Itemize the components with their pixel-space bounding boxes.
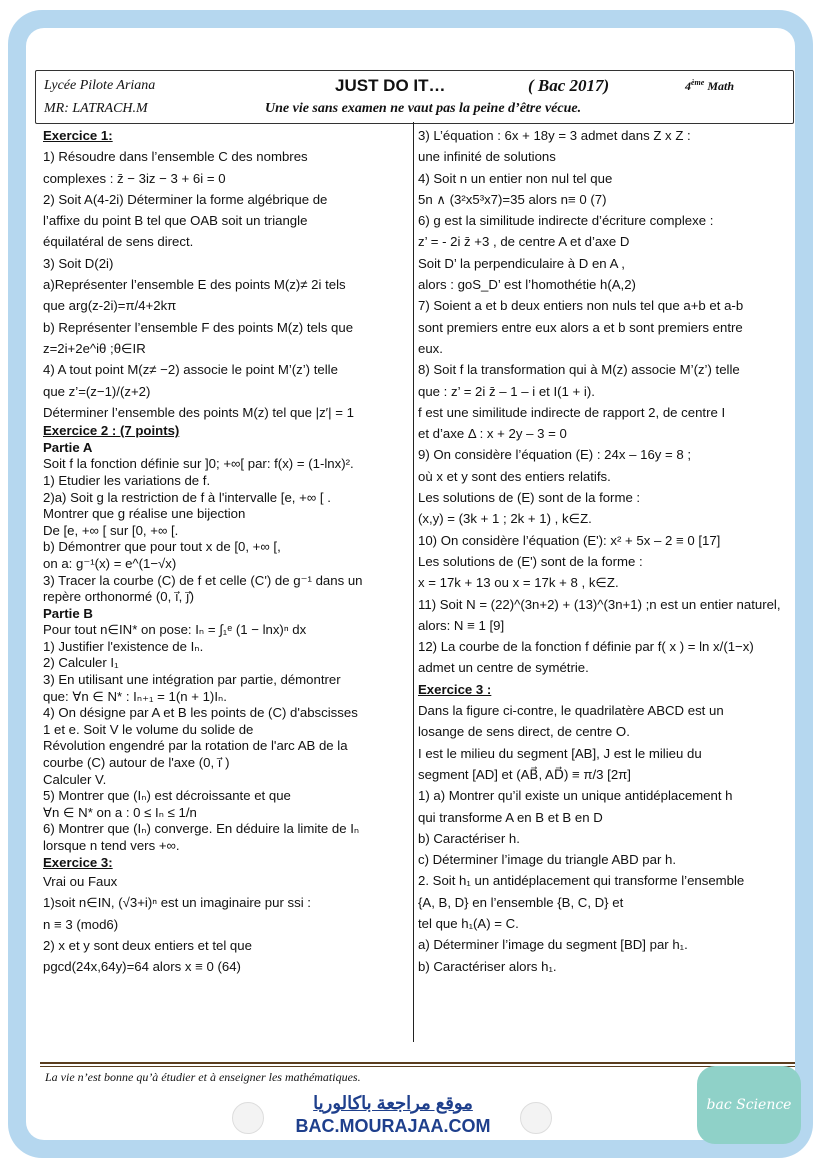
text-line: Révolution engendré par la rotation de l'arc AB de la [43,738,348,754]
text-line: 3) L’équation : 6x + 18y = 3 admet dans Z x Z : [418,128,691,143]
text-line: a) Déterminer l’image du segment [BD] par h₁. [418,937,688,953]
text-line: admet un centre de symétrie. [418,660,589,676]
text-line: Calculer V. [43,771,107,787]
text-line: n ≡ 3 (mod6) [43,916,119,932]
text-line: 6) Montrer que (Iₙ) converge. En déduire la limite de Iₙ [43,821,360,837]
column-divider [413,122,414,1042]
text-line: f est une similitude indirecte de rapport 2, de centre I [418,404,726,420]
text-line: équilatéral de sens direct. [43,234,194,250]
footer-divider-thin [40,1066,795,1067]
text-line: Montrer que g réalise une bijection [43,506,246,522]
text-line: Soit D’ la perpendiculaire à D en A , [418,255,625,271]
text-line: 11) Soit N = (22)^(3n+2) + (13)^(3n+1) ;n est un entier naturel, [418,596,781,612]
text-line: ∀n ∈ N* on a : 0 ≤ Iₙ ≤ 1/n [43,804,197,820]
teacher-name: MR: LATRACH.M [44,101,148,116]
text-line: Dans la figure ci-contre, le quadrilatère ABCD est un [418,703,724,719]
text-line: l’affixe du point B tel que OAB soit un triangle [43,213,308,229]
text-line: une infinité de solutions [418,149,556,165]
text-line: Vrai ou Faux [43,874,118,890]
text-line: losange de sens direct, de centre O. [418,724,630,740]
text-line: 3) Tracer la courbe (C) de f et celle (C') de g⁻¹ dans un [43,572,363,588]
text-line: z’ = - 2i z̄ +3 , de centre A et d’axe D [418,234,630,250]
text-line: segment [AD] et (AB⃗, AD⃗) ≡ π/3 [2π] [418,766,631,782]
text-line: complexes : z̄ − 3iz − 3 + 6i = 0 [43,170,226,186]
text-line: repère orthonormé (0, i⃗, j⃗) [43,589,194,605]
school-name: Lycée Pilote Ariana [44,78,156,93]
site-logo-icon [520,1102,552,1134]
footer-motto: La vie n’est bonne qu’à étudier et à enseigner les mathématiques. [45,1070,361,1084]
text-line: que: ∀n ∈ N* : Iₙ₊₁ = 1(n + 1)Iₙ. [43,688,227,704]
text-line: où x et y sont des entiers relatifs. [418,468,611,484]
header-motto: Une vie sans examen ne vaut pas la peine d’être vécue. [265,101,582,116]
text-line: 6) g est la similitude indirecte d’écriture complexe : [418,213,714,229]
text-line: Pour tout n∈IN* on pose: Iₙ = ∫₁ᵉ (1 − lnx)ⁿ dx [43,622,307,638]
text-line: 1)soit n∈IN, (√3+i)ⁿ est un imaginaire pur ssi : [43,895,311,911]
text-line: Les solutions de (E) sont de la forme : [418,490,641,506]
text-line: que arg(z-2i)=π/4+2kπ [43,298,177,314]
text-line: 10) On considère l’équation (E'): x² + 5x – 2 ≡ 0 [17] [418,532,721,548]
exercise-3-heading: Exercice 3: [43,854,113,870]
text-line: 2) Soit A(4-2i) Déterminer la forme algébrique de [43,191,328,207]
text-line: 5n ∧ (3²x5³x7)=35 alors n≡ 0 (7) [418,191,607,207]
text-line: 1) Etudier les variations de f. [43,472,211,488]
text-line: eux. [418,340,443,356]
text-line: b) Caractériser alors h₁. [418,958,557,974]
text-line: alors: N ≡ 1 [9] [418,617,505,633]
text-line: I est le milieu du segment [AB], J est le milieu du [418,745,702,761]
exercise-2-heading: Exercice 2 : (7 points) [43,423,180,439]
text-line: 2. Soit h₁ un antidéplacement qui transforme l’ensemble [418,873,745,889]
right-column [418,125,788,977]
left-column [43,125,409,978]
text-line: 2) Calculer I₁ [43,655,119,671]
text-line: qui transforme A en B et B en D [418,809,603,825]
text-line: b) Caractériser h. [418,830,520,846]
text-line: tel que h₁(A) = C. [418,915,519,931]
text-line: 1) Justifier l'existence de Iₙ. [43,638,204,654]
grade-label: 4ème Math [685,78,735,93]
bac-science-badge: bac Science [697,1066,801,1144]
text-line: 1) a) Montrer qu’il existe un unique antidéplacement h [418,788,733,804]
site-logo-icon [232,1102,264,1134]
text-line: 9) On considère l’équation (E) : 24x – 16y = 8 ; [418,447,692,463]
text-line: que : z’ = 2i z̄ – 1 – i et I(1 + i). [418,383,595,399]
text-line: a)Représenter l’ensemble E des points M(z)≠ 2i tels [43,277,346,293]
text-line: x = 17k + 13 ou x = 17k + 8 , k∈Z. [418,575,619,591]
text-line: 1) Résoudre dans l’ensemble C des nombres [43,149,308,165]
site-link[interactable] [283,1093,503,1137]
site-url[interactable]: BAC.MOURAJAA.COM [295,1116,491,1136]
text-line: c) Déterminer l’image du triangle ABD par h. [418,852,676,868]
text-line: 4) Soit n un entier non nul tel que [418,170,613,186]
text-line: b) Démontrer que pour tout x de [0, +∞ [, [43,539,281,555]
text-line: 1 et e. Soit V le volume du solide de [43,721,254,737]
text-line: sont premiers entre eux alors a et b sont premiers entre [418,319,743,335]
site-arabic-name[interactable]: موقع مراجعة باكالوريا [313,1093,473,1113]
text-line: et d’axe Δ : x + 2y – 3 = 0 [418,426,567,442]
text-line: alors : goS_D’ est l’homothétie h(A,2) [418,277,636,293]
part-a-heading: Partie A [43,439,93,455]
text-line: Soit f la fonction définie sur ]0; +∞[ par: f(x) = (1-lnx)². [43,456,354,472]
text-line: courbe (C) autour de l'axe (0, i⃗ ) [43,755,230,771]
text-line: 2) x et y sont deux entiers et tel que [43,938,252,954]
text-line: 4) A tout point M(z≠ −2) associe le point M’(z’) telle [43,362,338,378]
text-line: {A, B, D} en l’ensemble {B, C, D} et [418,894,624,910]
text-line: 7) Soient a et b deux entiers non nuls tel que a+b et a-b [418,298,744,314]
text-line: z=2i+2e^iθ ;θ∈IR [43,340,146,356]
text-line: 3) Soit D(2i) [43,255,114,271]
text-line: Déterminer l’ensemble des points M(z) tel que |z′| = 1 [43,404,354,420]
text-line: pgcd(24x,64y)=64 alors x ≡ 0 (64) [43,959,241,975]
part-b-heading: Partie B [43,605,93,621]
footer-divider [40,1062,795,1064]
text-line: Les solutions de (E') sont de la forme : [418,553,643,569]
text-line: 5) Montrer que (Iₙ) est décroissante et que [43,788,291,804]
exam-label: ( Bac 2017) [528,76,610,95]
text-line: 3) En utilisant une intégration par partie, démontrer [43,672,341,688]
text-line: De [e, +∞ [ sur [0, +∞ [. [43,522,179,538]
text-line: 8) Soit f la transformation qui à M(z) associe M’(z’) telle [418,362,740,378]
text-line: 12) La courbe de la fonction f définie par f( x ) = ln x/(1−x) [418,639,754,655]
text-line: lorsque n tend vers +∞. [43,838,180,853]
exercise-3-right-heading: Exercice 3 : [418,681,492,697]
text-line: 2)a) Soit g la restriction de f à l'intervalle [e, +∞ [ . [43,489,331,505]
exercise-1-heading: Exercice 1: [43,128,113,143]
text-line: que z’=(z−1)/(z+2) [43,383,151,399]
text-line: on a: g⁻¹(x) = e^(1−√x) [43,555,177,571]
text-line: (x,y) = (3k + 1 ; 2k + 1) , k∈Z. [418,511,592,527]
text-line: b) Représenter l’ensemble F des points M(z) tels que [43,319,354,335]
text-line: 4) On désigne par A et B les points de (C) d'abscisses [43,705,358,721]
page-title: JUST DO IT… [335,76,446,95]
